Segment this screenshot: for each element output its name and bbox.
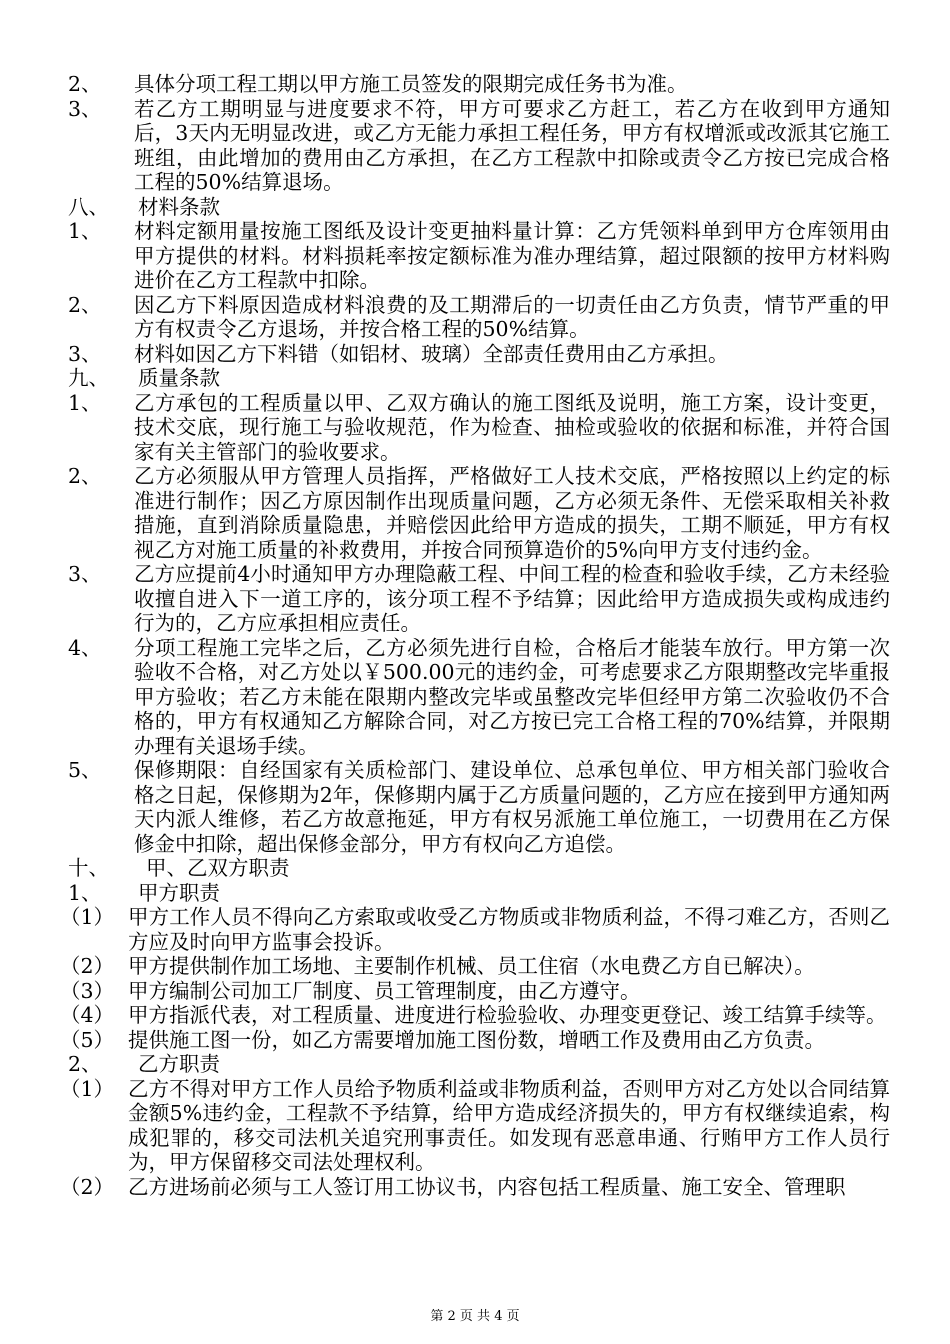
clause-item (68, 758, 890, 856)
clause-number: 2、 (68, 464, 102, 488)
clause-text: 乙方职责 (138, 1052, 220, 1076)
clause-number: （2） (60, 954, 115, 978)
clause-text: 甲方指派代表，对工程质量、进度进行检验验收、办理变更登记、竣工结算手续等。 (128, 1003, 887, 1027)
clause-number: 九、 (68, 366, 109, 390)
section-heading (68, 856, 890, 881)
clause-number: （2） (60, 1174, 115, 1199)
clause-number: （1） (60, 905, 115, 929)
clause-number: 3、 (68, 341, 102, 366)
clause-text: 乙方必须服从甲方管理人员指挥，严格做好工人技术交底，严格按照以上约定的标准进行制作；因乙方原因制作出现质量问题，乙方必须无条件、无偿采取相关补救措施，直到消除质量隐患，并赔偿因此给甲方造成的损失，工期不顺延，甲方有权视乙方对施工质量的补救费用，并按合同预算造价的5%向甲方支付违约金。 (134, 464, 890, 562)
clause-number: 2、 (68, 1052, 102, 1076)
clause-item (68, 342, 890, 367)
clause-number: （3） (60, 978, 115, 1003)
clause-text: 甲、乙双方职责 (146, 856, 290, 880)
clause-text: 材料条款 (138, 194, 220, 219)
clause-item (68, 293, 890, 342)
clause-number: 4、 (68, 635, 102, 660)
clause-number: 十、 (68, 856, 109, 880)
section-heading (68, 366, 890, 391)
clause-text: 乙方应提前4小时通知甲方办理隐蔽工程、中间工程的检查和验收手续，乙方未经验收擅自进入下一道工序的，该分项工程不予结算；因此给甲方造成损失或构成违约行为的，乙方应承担相应责任。 (134, 562, 890, 635)
sub-clause (60, 954, 890, 979)
sub-clause (60, 1174, 890, 1200)
clause-text: 保修期限：自经国家有关质检部门、建设单位、总承包单位、甲方相关部门验收合格之日起，保修期为2年，保修期内属于乙方质量问题的，乙方应在接到甲方通知两天内派人维修，若乙方故意拖延，甲方有权另派施工单位施工，一切费用在乙方保修金中扣除，超出保修金部分，甲方有权向乙方追偿。 (134, 758, 890, 856)
section-heading (68, 881, 890, 906)
clause-item (68, 464, 890, 562)
clause-text: 乙方不得对甲方工作人员给予物质利益或非物质利益，否则甲方对乙方处以合同结算金额5%违约金，工程款不予结算，给甲方造成经济损失的，甲方有权继续追索，构成犯罪的，移交司法机关追究刑事责任。如发现有恶意串通、行贿甲方工作人员行为，甲方保留移交司法处理权利。 (128, 1076, 890, 1174)
sub-clause (60, 1027, 890, 1053)
clause-number: 1、 (68, 880, 102, 905)
clause-text: 材料如因乙方下料错（如铝材、玻璃）全部责任费用由乙方承担。 (134, 341, 729, 366)
clause-number: 2、 (68, 292, 102, 317)
clause-number: （5） (60, 1027, 115, 1052)
clause-text: 因乙方下料原因造成材料浪费的及工期滞后的一切责任由乙方负责，情节严重的甲方有权责令乙方退场，并按合格工程的50%结算。 (134, 292, 890, 341)
clause-text: 乙方进场前必须与工人签订用工协议书，内容包括工程质量、施工安全、管理职 (128, 1174, 846, 1199)
clause-item (68, 562, 890, 636)
clause-text: 乙方承包的工程质量以甲、乙双方确认的施工图纸及说明，施工方案，设计变更，技术交底，现行施工与验收规范，作为检查、抽检或验收的依据和标准，并符合国家有关主管部门的验收要求。 (134, 390, 890, 464)
clause-text: 甲方编制公司加工厂制度、员工管理制度，由乙方遵守。 (128, 978, 641, 1003)
clause-text: 甲方工作人员不得向乙方索取或收受乙方物质或非物质利益，不得刁难乙方，否则乙方应及时向甲方监事会投诉。 (128, 905, 890, 954)
sub-clause (60, 1003, 890, 1028)
sub-clause (60, 978, 890, 1004)
clause-item (68, 391, 890, 465)
clause-item (68, 97, 890, 195)
clause-number: （4） (60, 1003, 115, 1027)
section-heading (68, 195, 890, 220)
clause-item (68, 636, 890, 759)
clause-item (68, 219, 890, 293)
clause-number: 1、 (68, 390, 102, 415)
sub-clause (60, 905, 890, 954)
clause-text: 质量条款 (138, 366, 220, 390)
clause-text: 甲方提供制作加工场地、主要制作机械、员工住宿（水电费乙方自已解决）。 (128, 954, 815, 978)
section-heading (68, 1052, 890, 1077)
clause-number: （1） (60, 1076, 115, 1101)
clause-number: 1、 (68, 219, 102, 243)
clause-number: 八、 (68, 194, 109, 219)
clause-text: 材料定额用量按施工图纸及设计变更抽料量计算：乙方凭领料单到甲方仓库领用由甲方提供的材料。材料损耗率按定额标准为准办理结算，超过限额的按甲方材料购进价在乙方工程款中扣除。 (134, 219, 890, 292)
clause-text: 提供施工图一份，如乙方需要增加施工图份数，增晒工作及费用由乙方负责。 (128, 1027, 825, 1052)
clause-text: 若乙方工期明显与进度要求不符，甲方可要求乙方赶工，若乙方在收到甲方通知后，3天内无明显改进，或乙方无能力承担工程任务，甲方有权增派或改派其它施工班组，由此增加的费用由乙方承担，在乙方工程款中扣除或责令乙方按已完成合格工程的50%结算退场。 (134, 96, 890, 194)
page-footer: 第 2 页 共 4 页 (430, 1309, 520, 1324)
clause-text: 具体分项工程工期以甲方施工员签发的限期完成任务书为准。 (134, 72, 688, 96)
clause-number: 3、 (68, 96, 102, 121)
document-body (60, 72, 890, 1199)
clause-item (68, 72, 890, 97)
clause-number: 3、 (68, 562, 102, 586)
sub-clause (60, 1076, 890, 1175)
clause-text: 甲方职责 (138, 880, 220, 905)
clause-text: 分项工程施工完毕之后，乙方必须先进行自检，合格后才能装车放行。甲方第一次验收不合格，对乙方处以￥500.00元的违约金，可考虑要求乙方限期整改完毕重报甲方验收；若乙方未能在限期内整改完毕或虽整改完毕但经甲方第二次验收仍不合格的，甲方有权通知乙方解除合同，对乙方按已完工合格工程的70%结算，并限期办理有关退场手续。 (134, 635, 890, 758)
clause-number: 2、 (68, 72, 102, 96)
clause-number: 5、 (68, 758, 102, 782)
